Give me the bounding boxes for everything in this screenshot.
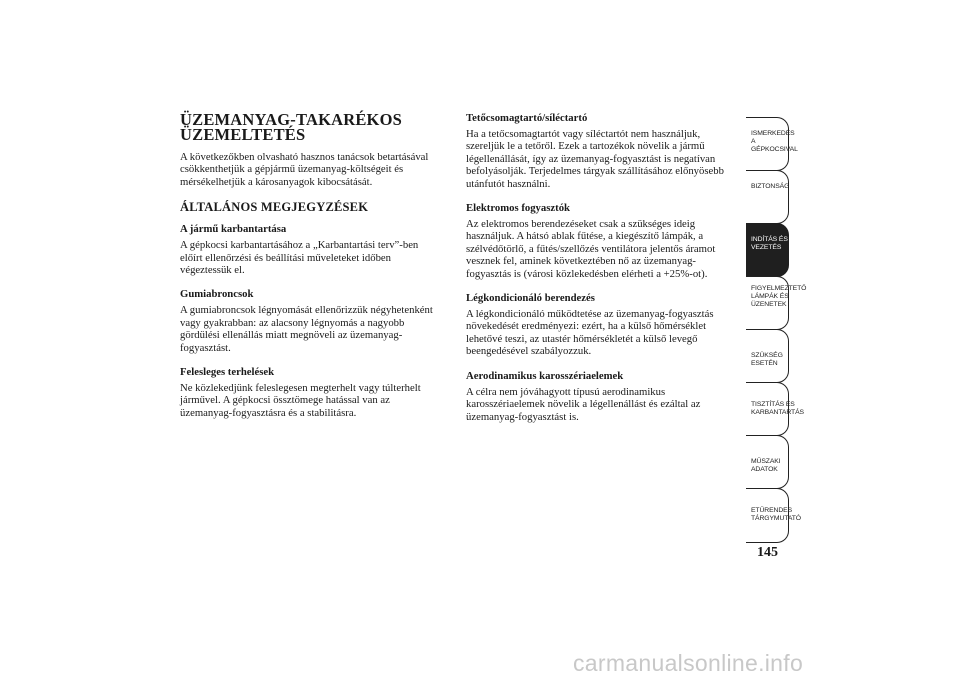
topic-text: Az elektromos berendezéseket csak a szükséges ideig használjuk. A hátsó ablak fűtése, a kiegészítő lámpák, a szélvédőtörlő, a fűtés/szellőzés ventilátora jelentős áramot vesznek fel, aminek következtében nő az üzemanyag-fogyasztás is (városi közlekedésben elérheti a +25%-ot). [466,218,716,280]
topic-roof-rack [466,112,728,190]
chapter-tab-label: FIGYELMEZTETŐ LÁMPÁK ÉS ÜZENETEK [751,285,807,308]
intro-paragraph: A következőkben olvasható hasznos tanácsok betartásával csökkenthetjük a gépjármű üzemanyag-költségeit és mérsékelhetjük a károsanyagok kibocsátását. [180,151,429,188]
topic-heading: Elektromos fogyasztók [466,202,570,215]
page-title-line1: ÜZEMANYAG-TAKARÉKOS [180,110,402,129]
topic-loads [180,366,442,419]
page-title [180,112,442,142]
topic-heading: Felesleges terhelések [180,366,275,379]
topic-text: Ne közlekedjünk feleslegesen megterhelt vagy túlterhelt járművel. A gépkocsi össztömege hatással van az üzemanyag-fogyasztásra és a stabilitásra. [180,382,421,419]
page-title-line2: ÜZEMELTETÉS [180,125,306,144]
topic-text: A légkondicionáló működtetése az üzemanyag-fogyasztás növekedését eredményezi: ezért, ha a külső hőmérséklet lehetővé teszi, az utastér hőmérsékletét a külső levegő beengedésével szabályozzuk. [466,308,714,358]
chapter-tab-label: INDÍTÁS ÉS VEZETÉS [751,236,788,251]
chapter-tab-getting-to-know[interactable] [746,117,798,171]
topic-text: Ha a tetőcsomagtartót vagy síléctartót nem használjuk, szereljük le a tetőről. Ezek a tartozékok növelik a jármű légellenállását, így az üzemanyag-fogyasztást is negatívan befolyásolják. Terjedelmes tárgyak szállításához előnyösebb utánfutót használni. [466,128,724,190]
chapter-tab-safety[interactable] [746,170,789,224]
chapter-tab-label: SZÜKSÉG ESETÉN [751,352,783,367]
topic-maintenance [180,223,442,276]
topic-text: A gumiabroncsok légnyomását ellenőrizzük négyhetenként vagy gyakrabban: az alacsony légnyomás a nagyobb gördülési ellenállás miatt megnöveli az üzemanyag-fogyasztást. [180,304,433,354]
chapter-tab-cleaning-maintenance[interactable] [746,382,804,436]
chapter-tab-index[interactable] [746,488,801,543]
topic-heading: Aerodinamikus karosszériaelemek [466,369,624,382]
section-title: ÁLTALÁNOS MEGJEGYZÉSEK [180,200,369,215]
chapter-tab-sidebar [746,117,807,543]
chapter-tab-starting-driving[interactable] [746,223,789,277]
page-number: 145 [757,545,778,560]
chapter-tab-label: ETŰRENDES TÁRGYMUTATÓ [751,507,801,522]
chapter-tab-label: ISMERKEDÉS A GÉPKOCSIVAL [751,130,798,153]
chapter-tab-label: MŰSZAKI ADATOK [751,458,781,473]
chapter-tab-emergency[interactable] [746,329,789,383]
chapter-tab-warning-lights[interactable] [746,276,807,330]
chapter-tab-technical-data[interactable] [746,435,789,489]
topic-tyres [180,288,442,354]
topic-aerodynamics [466,370,728,423]
topic-text: A célra nem jóváhagyott típusú aerodinamikus karosszériaelemek növelik a légellenállást és ezáltal az üzemanyag-fogyasztást is. [466,385,701,423]
topic-heading: Tetőcsomagtartó/síléctartó [466,112,588,124]
chapter-tab-label: TISZTÍTÁS ÉS KARBANTARTÁS [751,401,804,416]
watermark: carmanualsonline.info [573,650,804,676]
topic-heading: Gumiabroncsok [180,288,254,301]
right-column [466,112,728,435]
topic-heading: A jármű karbantartása [180,223,287,236]
topic-heading: Légkondicionáló berendezés [466,292,595,305]
topic-air-conditioning [466,292,728,358]
chapter-tab-label: BIZTONSÁG [751,183,790,190]
topic-text: A gépkocsi karbantartásához a „Karbantartási terv”-ben előírt ellenőrzési és beállítási műveleteket időben végeztessük el. [180,239,419,277]
left-column [180,112,442,431]
topic-electrical [466,202,728,280]
